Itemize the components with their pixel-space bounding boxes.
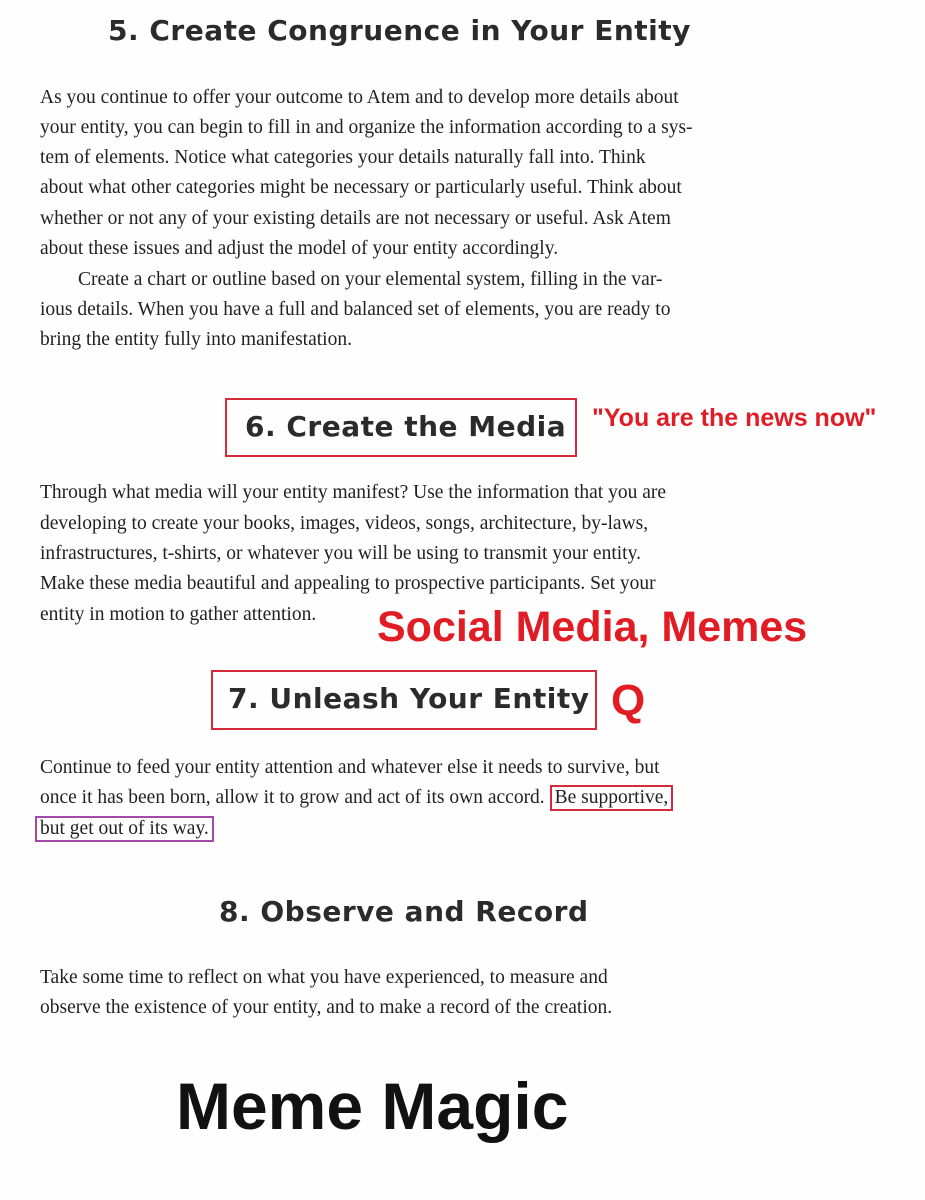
section-8-line: Take some time to reflect on what you have experienced, to measure and <box>40 967 608 988</box>
section-5-line: bring the entity fully into manifestation. <box>40 329 352 350</box>
section-5-line: about these issues and adjust the model of your entity accordingly. <box>40 238 559 259</box>
meme-magic-caption: Meme Magic <box>176 1069 569 1143</box>
be-supportive-highlight: Be supportive, <box>550 785 674 811</box>
section-5-heading: 5. Create Congruence in Your Entity <box>108 14 691 47</box>
section-6-line: infrastructures, t-shirts, or whatever you will be using to transmit your entity. <box>40 543 641 564</box>
social-media-memes-annotation: Social Media, Memes <box>377 603 808 651</box>
section-6-line: developing to create your books, images, videos, songs, architecture, by-laws, <box>40 513 649 534</box>
section-5-line: about what other categories might be necessary or particularly useful. Think about <box>40 177 682 198</box>
news-now-annotation: "You are the news now" <box>592 404 877 432</box>
section-5-line: Create a chart or outline based on your elemental system, filling in the var- <box>78 269 663 290</box>
section-6-heading: 6. Create the Media <box>245 410 567 443</box>
section-7-line <box>35 816 214 842</box>
q-annotation: Q <box>611 676 646 725</box>
section-5-line: your entity, you can begin to fill in and organize the information according to a sys- <box>40 117 693 138</box>
section-6-line: entity in motion to gather attention. <box>40 604 317 625</box>
section-6-line: Through what media will your entity manifest? Use the information that you are <box>40 482 666 503</box>
section-8-line: observe the existence of your entity, and to make a record of the creation. <box>40 997 613 1018</box>
section-5-line: ious details. When you have a full and balanced set of elements, you are ready to <box>40 299 671 320</box>
section-7-line-text: once it has been born, allow it to grow and act of its own accord. <box>40 787 545 808</box>
section-5-line: As you continue to offer your outcome to Atem and to develop more details about <box>40 87 679 108</box>
section-8-heading: 8. Observe and Record <box>219 895 589 928</box>
section-7-line <box>40 785 673 811</box>
section-7-heading: 7. Unleash Your Entity <box>228 682 590 715</box>
section-5-line: tem of elements. Notice what categories your details naturally fall into. Think <box>40 147 646 168</box>
section-7-line: Continue to feed your entity attention and whatever else it needs to survive, but <box>40 757 660 778</box>
get-out-of-its-way-highlight: but get out of its way. <box>35 816 214 842</box>
section-5-line: whether or not any of your existing details are not necessary or useful. Ask Atem <box>40 208 671 229</box>
section-6-line: Make these media beautiful and appealing to prospective participants. Set your <box>40 573 656 594</box>
